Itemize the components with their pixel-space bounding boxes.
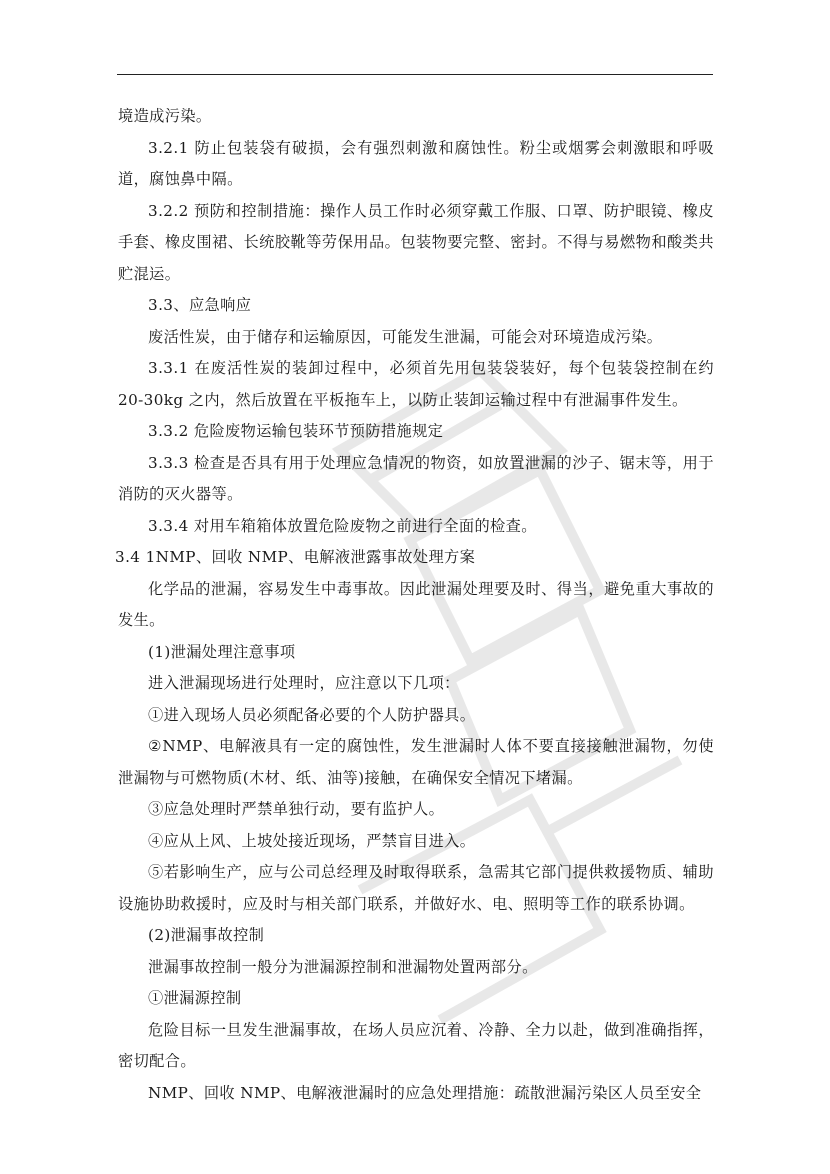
paragraph: 3.3.4 对用车箱箱体放置危险废物之前进行全面的检查。 (148, 516, 537, 535)
list-item: ①进入现场人员必须配备必要的个人防护器具。 (148, 705, 476, 724)
paragraph: 境造成污染。 (118, 107, 212, 125)
paragraph: NMP、回收 NMP、电解液泄漏时的应急处理措施：疏散泄漏污染区人员至安全 (148, 1083, 702, 1102)
subheading: (1)泄漏处理注意事项 (148, 642, 296, 661)
list-item: ①泄漏源控制 (148, 989, 242, 1007)
list-item: ②NMP、电解液具有一定的腐蚀性，发生泄漏时人体不要直接接触泄漏物，勿使泄漏物与可燃物质(木材、纸、油等)接触，在确保安全情况下堵漏。 (118, 737, 714, 787)
paragraph: 3.3.1 在废活性炭的装卸过程中，必须首先用包装袋装好，每个包装袋控制在约 20-30kg 之内，然后放置在平板拖车上，以防止装卸运输过程中有泄漏事件发生。 (118, 359, 714, 409)
section-heading: 3.3、应急响应 (148, 296, 252, 314)
paragraph: 3.2.2 预防和控制措施：操作人员工作时必须穿戴工作服、口罩、防护眼镜、橡皮手套、橡皮围裙、长统胶靴等劳保用品。包装物要完整、密封。不得与易燃物和酸类共贮混运。 (118, 201, 714, 283)
paragraph: 危险目标一旦发生泄漏事故，在场人员应沉着、冷静、全力以赴，做到准确指挥，密切配合。 (118, 1020, 714, 1070)
list-item: ⑤若影响生产，应与公司总经理及时取得联系，急需其它部门提供救援物质、辅助设施协助救援时，应及时与相关部门联系，并做好水、电、照明等工作的联系协调。 (118, 863, 714, 913)
paragraph: 3.3.2 危险废物运输包装环节预防措施规定 (148, 422, 444, 440)
paragraph: 泄漏事故控制一般分为泄漏源控制和泄漏物处置两部分。 (148, 957, 538, 976)
paragraph: 3.2.1 防止包装袋有破损，会有强烈刺激和腐蚀性。粉尘或烟雾会刺激眼和呼吸道，腐蚀鼻中隔。 (118, 138, 714, 188)
list-item: ③应急处理时严禁单独行动，要有监护人。 (148, 800, 445, 818)
paragraph: 化学品的泄漏，容易发生中毒事故。因此泄漏处理要及时、得当，避免重大事故的发生。 (118, 579, 714, 629)
paragraph: 进入泄漏现场进行处理时，应注意以下几项： (148, 674, 460, 692)
paragraph: 3.3.3 检查是否具有用于处理应急情况的物资，如放置泄漏的沙子、锯末等，用于消防的灭火器等。 (118, 453, 714, 503)
document-body (115, 101, 714, 1109)
list-item: ④应从上风、上坡处接近现场，严禁盲目进入。 (148, 831, 476, 850)
subheading: (2)泄漏事故控制 (148, 926, 265, 944)
paragraph: 废活性炭，由于储存和运输原因，可能发生泄漏，可能会对环境造成污染。 (148, 327, 663, 346)
header-rule (117, 74, 713, 75)
section-heading: 3.4 1NMP、回收 NMP、电解液泄露事故处理方案 (115, 548, 476, 566)
